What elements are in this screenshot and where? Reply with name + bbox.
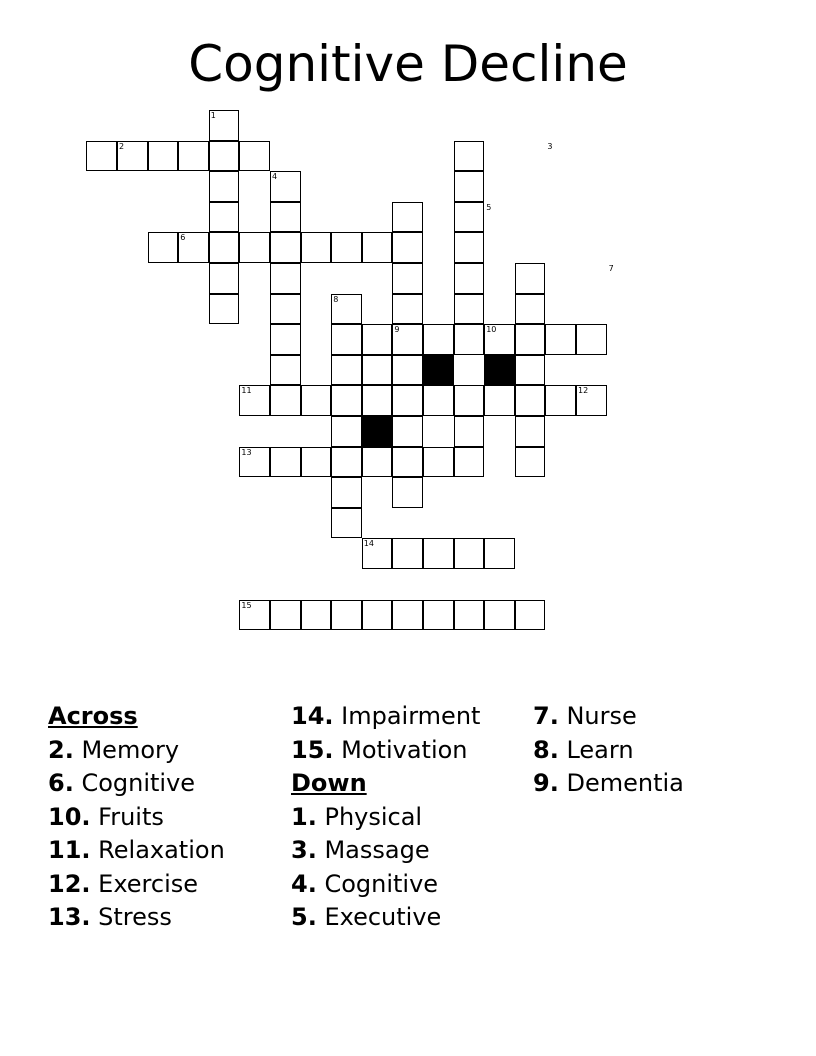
grid-cell[interactable] (331, 355, 362, 386)
grid-cell[interactable] (454, 263, 485, 294)
grid-block (423, 355, 454, 386)
clue-number-label: 5 (486, 202, 492, 212)
grid-cell[interactable] (576, 324, 607, 355)
across-header: Across (48, 702, 138, 730)
grid-cell[interactable] (515, 263, 546, 294)
grid-cell[interactable] (362, 324, 393, 355)
grid-cell[interactable] (392, 263, 423, 294)
grid-cell[interactable] (484, 538, 515, 569)
down-header: Down (291, 769, 367, 797)
grid-cell[interactable] (301, 600, 332, 631)
grid-cell[interactable] (301, 232, 332, 263)
clue-number-label: 12 (578, 386, 589, 396)
clue-down-8: 8. Learn (533, 735, 634, 764)
grid-cell[interactable] (423, 600, 454, 631)
grid-cell[interactable] (392, 600, 423, 631)
clue-number-label: 15 (241, 600, 252, 610)
grid-cell[interactable] (301, 385, 332, 416)
grid-cell[interactable] (331, 324, 362, 355)
grid-cell[interactable] (423, 538, 454, 569)
grid-cell[interactable] (484, 385, 515, 416)
grid-cell[interactable] (454, 171, 485, 202)
clue-number-label: 2 (119, 141, 125, 151)
grid-cell[interactable] (209, 171, 240, 202)
clue-across-13: 13. Stress (48, 903, 172, 931)
grid-cell[interactable] (209, 232, 240, 263)
grid-block (484, 355, 515, 386)
grid-cell[interactable] (392, 232, 423, 263)
clue-number-label: 14 (363, 539, 374, 549)
grid-cell[interactable] (270, 324, 301, 355)
grid-cell[interactable] (392, 416, 423, 447)
clue-across-15: 15. Motivation (291, 735, 468, 764)
grid-cell[interactable] (423, 324, 454, 355)
grid-cell[interactable] (209, 294, 240, 325)
grid-cell[interactable] (148, 232, 179, 263)
clue-down-9: 9. Dementia (533, 769, 684, 797)
grid-cell[interactable] (270, 355, 301, 386)
grid-cell[interactable] (392, 447, 423, 478)
grid-cell[interactable] (178, 141, 209, 172)
clue-across-11: 11. Relaxation (48, 836, 225, 864)
clue-number-label: 7 (608, 264, 614, 273)
grid-cell[interactable] (270, 385, 301, 416)
grid-cell[interactable] (515, 324, 546, 355)
grid-cell[interactable] (331, 447, 362, 478)
clue-down-7: 7. Nurse (533, 702, 637, 730)
clue-number-label: 8 (333, 294, 339, 304)
clue-number-label: 10 (486, 325, 497, 335)
grid-cell[interactable] (331, 600, 362, 631)
grid-cell[interactable] (331, 508, 362, 539)
grid-cell[interactable] (484, 600, 515, 631)
clue-number-label: 3 (547, 141, 553, 151)
grid-cell[interactable] (454, 141, 485, 172)
clue-list (0, 700, 816, 960)
clue-down-1: 1. Physical (291, 802, 423, 831)
grid-cell[interactable] (331, 416, 362, 447)
grid-cell[interactable] (454, 385, 485, 416)
grid-cell[interactable] (270, 202, 301, 233)
clue-across-14: 14. Impairment (291, 702, 481, 730)
grid-cell[interactable] (454, 232, 485, 263)
grid-cell[interactable] (270, 263, 301, 294)
grid-cell[interactable] (545, 324, 576, 355)
grid-cell[interactable] (392, 355, 423, 386)
grid-cell[interactable] (515, 355, 546, 386)
grid-cell[interactable] (331, 477, 362, 508)
clue-across-2: 2. Memory (48, 735, 180, 764)
grid-cell[interactable] (454, 324, 485, 355)
grid-cell[interactable] (392, 385, 423, 416)
grid-cell[interactable] (331, 232, 362, 263)
clue-across-10: 10. Fruits (48, 802, 164, 831)
grid-cell[interactable] (454, 600, 485, 631)
clue-across-12: 12. Exercise (48, 869, 199, 898)
grid-cell[interactable] (423, 385, 454, 416)
clue-down-4: 4. Cognitive (291, 869, 439, 898)
grid-cell[interactable] (209, 202, 240, 233)
clue-number-label: 1 (210, 111, 216, 120)
grid-cell[interactable] (209, 263, 240, 294)
grid-cell[interactable] (362, 600, 393, 631)
grid-cell[interactable] (515, 416, 546, 447)
grid-cell[interactable] (392, 294, 423, 325)
grid-cell[interactable] (362, 447, 393, 478)
grid-cell[interactable] (239, 141, 270, 172)
grid-cell[interactable] (515, 385, 546, 416)
page-title: Cognitive Decline (188, 35, 628, 93)
grid-cell[interactable] (423, 447, 454, 478)
grid-cell[interactable] (515, 447, 546, 478)
grid-cell[interactable] (454, 538, 485, 569)
clue-down-5: 5. Executive (291, 903, 442, 931)
grid-cell[interactable] (392, 477, 423, 508)
clue-column-1 (48, 700, 288, 935)
grid-cell[interactable] (515, 600, 546, 631)
grid-cell[interactable] (362, 385, 393, 416)
clue-down-3: 3. Massage (291, 836, 430, 864)
clue-column-3 (533, 700, 773, 801)
clue-number-label: 4 (272, 172, 278, 182)
grid-cell[interactable] (270, 600, 301, 631)
grid-cell[interactable] (392, 538, 423, 569)
clue-across-6: 6. Cognitive (48, 769, 196, 797)
grid-cell[interactable] (86, 141, 117, 172)
clue-column-2 (291, 700, 531, 935)
grid-cell[interactable] (362, 355, 393, 386)
grid-cell[interactable] (454, 447, 485, 478)
grid-cell[interactable] (331, 385, 362, 416)
grid-cell[interactable] (270, 232, 301, 263)
grid-cell[interactable] (454, 416, 485, 447)
grid-cell[interactable] (270, 447, 301, 478)
grid-cell[interactable] (148, 141, 179, 172)
grid-cell[interactable] (239, 232, 270, 263)
grid-cell[interactable] (301, 447, 332, 478)
grid-cell[interactable] (545, 385, 576, 416)
clue-number-label: 11 (241, 386, 252, 396)
clue-number-label: 6 (180, 233, 186, 243)
clue-number-label: 9 (394, 325, 400, 335)
clue-number-label: 13 (241, 447, 252, 457)
grid-cell[interactable] (362, 232, 393, 263)
grid-cell[interactable] (515, 294, 546, 325)
grid-cell[interactable] (454, 202, 485, 233)
grid-cell[interactable] (392, 202, 423, 233)
grid-cell[interactable] (270, 294, 301, 325)
grid-cell[interactable] (209, 141, 240, 172)
grid-block (362, 416, 393, 447)
grid-cell[interactable] (454, 294, 485, 325)
